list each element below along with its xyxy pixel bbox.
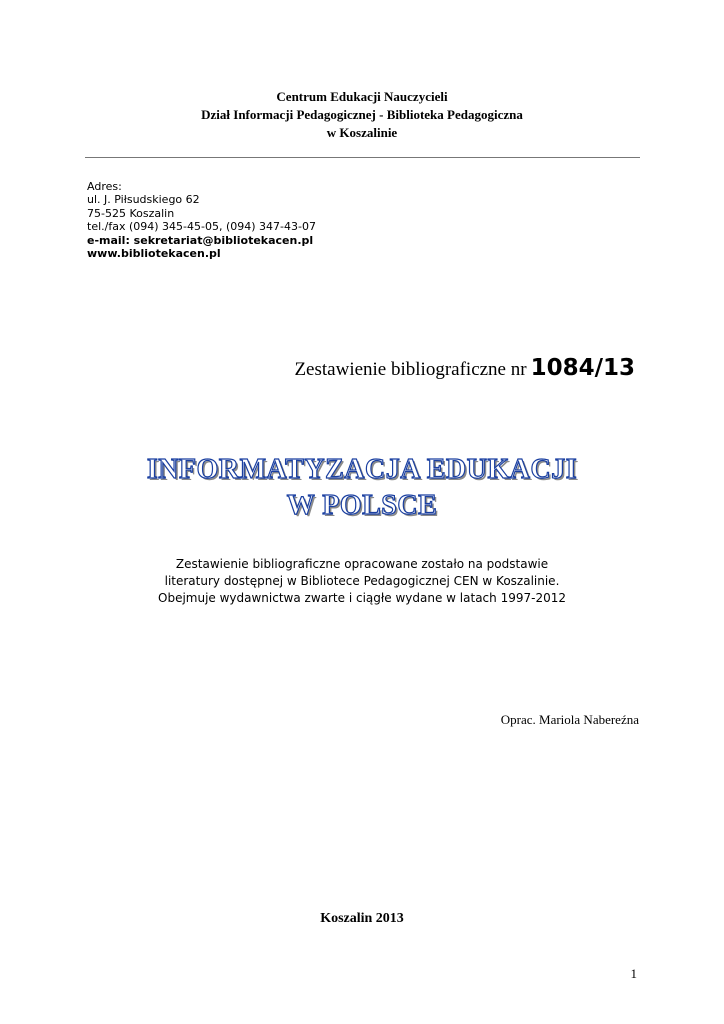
series-number: 1084/13 (530, 355, 635, 381)
series-label: Zestawienie bibliograficzne nr (294, 359, 527, 380)
address-label: Adres: (87, 180, 122, 193)
header-line-department: Dział Informacji Pedagogicznej - Biblioteka Pedagogiczna (201, 107, 523, 122)
header-divider (85, 157, 640, 158)
address-block (87, 180, 316, 260)
address-email: e-mail: sekretariat@bibliotekacen.pl (87, 233, 314, 247)
place-year: Koszalin 2013 (320, 911, 404, 926)
address-city: 75-525 Koszalin (87, 206, 175, 220)
page-number: 1 (630, 966, 637, 981)
description-line-2: literatury dostępnej w Bibliotece Pedagogicznej CEN w Koszalinie. (164, 574, 560, 588)
address-phone: tel./fax (094) 345-45-05, (094) 347-43-07 (87, 220, 316, 234)
description-line-1: Zestawienie bibliograficzne opracowane zostało na podstawie (175, 557, 549, 571)
address-street: ul. J. Piłsudskiego 62 (87, 193, 200, 207)
address-website: www.bibliotekacen.pl (87, 247, 221, 261)
header-line-city: w Koszalinie (326, 125, 398, 140)
series-heading (294, 355, 635, 381)
header-line-institution: Centrum Edukacji Nauczycieli (276, 89, 448, 104)
title-line-2: W POLSCE (286, 490, 438, 521)
description-block (0, 556, 724, 607)
description-line-3: Obejmuje wydawnictwa zwarte i ciągłe wydane w latach 1997-2012 (158, 591, 566, 605)
document-title (0, 452, 724, 524)
title-line-1: INFORMATYZACJA EDUKACJI (146, 454, 578, 485)
institution-header (0, 88, 724, 142)
author-credit: Oprac. Mariola Nabereźna (500, 712, 639, 727)
